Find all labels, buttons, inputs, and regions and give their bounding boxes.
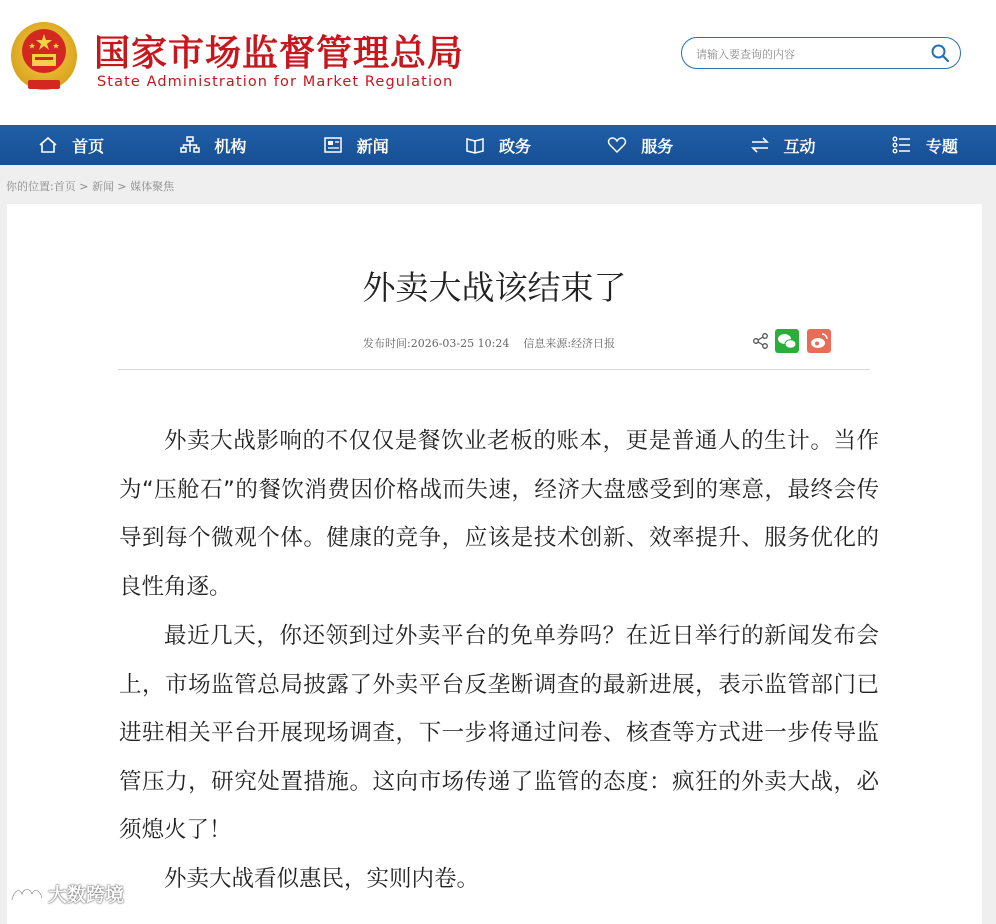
- publish-time: 2026-03-25 10:24: [410, 337, 510, 350]
- nav-label: 服务: [641, 136, 674, 156]
- source-label: 信息来源:: [523, 337, 572, 350]
- breadcrumb: [6, 178, 174, 194]
- breadcrumb-prefix: 你的位置:: [6, 180, 54, 193]
- site-subtitle: State Administration for Market Regulation: [97, 74, 454, 90]
- main-nav: [0, 125, 996, 165]
- heart-icon: [607, 136, 627, 154]
- publish-label: 发布时间:: [363, 337, 411, 350]
- search-box[interactable]: [681, 37, 961, 69]
- nav-label: 专题: [925, 136, 958, 156]
- swap-arrows-icon: [750, 136, 770, 154]
- article-paragraph: 外卖大战影响的不仅仅是餐饮业老板的账本，更是普通人的生计。当作为“压舱石”的餐饮消费因价格战而失速，经济大盘感受到的寒意，最终会传导到每个微观个体。健康的竞争，应该是技术创新、效率提升、服务优化的良性角逐。: [119, 428, 879, 600]
- source-name: 经济日报: [571, 337, 616, 350]
- national-emblem-logo[interactable]: [8, 18, 80, 96]
- article-paragraph: 最近几天，你还领到过外卖平台的免单券吗？在近日举行的新闻发布会上，市场监管总局披露了外卖平台反垄断调查的最新进展，表示监管部门已进驻相关平台开展现场调查，下一步将通过问卷、核查等方式进一步传导监管压力，研究处置措施。这向市场传递了监管的态度：疯狂的外卖大战，必须熄火了！: [119, 623, 879, 843]
- share-bar: [747, 328, 831, 354]
- news-icon: [323, 136, 343, 154]
- nav-label: 互动: [783, 136, 816, 156]
- search-icon[interactable]: [930, 43, 950, 63]
- nav-item-home[interactable]: [0, 125, 142, 165]
- share-icon[interactable]: [754, 334, 768, 349]
- nav-item-interaction[interactable]: [711, 125, 853, 165]
- site-header: [0, 0, 996, 125]
- breadcrumb-link-media-focus[interactable]: 媒体聚焦: [130, 180, 175, 193]
- nav-label: 机构: [214, 136, 247, 156]
- breadcrumb-link-news[interactable]: 新闻: [91, 180, 114, 193]
- nav-label: 首页: [72, 136, 105, 156]
- nav-label: 新闻: [356, 136, 389, 156]
- book-icon: [465, 136, 485, 154]
- divider: [118, 369, 870, 370]
- nav-item-government-affairs[interactable]: [427, 125, 569, 165]
- nav-label: 政务: [498, 136, 531, 156]
- site-title[interactable]: 国家市场监督管理总局: [94, 33, 465, 74]
- breadcrumb-separator: >: [113, 180, 131, 193]
- breadcrumb-link-home[interactable]: 首页: [53, 180, 76, 193]
- article-card: [7, 204, 982, 924]
- nav-item-special-topics[interactable]: [854, 125, 996, 165]
- nav-item-services[interactable]: [569, 125, 711, 165]
- watermark-text: 大数跨境: [48, 884, 125, 906]
- home-icon: [38, 136, 58, 154]
- nav-item-organization[interactable]: [142, 125, 284, 165]
- breadcrumb-separator: >: [75, 180, 92, 193]
- nav-item-news[interactable]: [285, 125, 427, 165]
- list-icon: [892, 136, 912, 154]
- search-input[interactable]: [694, 44, 923, 64]
- article-paragraph: 外卖大战看似惠民，实则内卷。: [164, 866, 480, 892]
- article-meta: [363, 335, 615, 351]
- org-chart-icon: [180, 136, 200, 154]
- wechat-icon[interactable]: [775, 329, 799, 353]
- watermark: [10, 880, 124, 907]
- weibo-icon[interactable]: [807, 329, 831, 353]
- watermark-logo-icon: [10, 884, 44, 904]
- article-title: 外卖大战该结束了: [362, 268, 627, 307]
